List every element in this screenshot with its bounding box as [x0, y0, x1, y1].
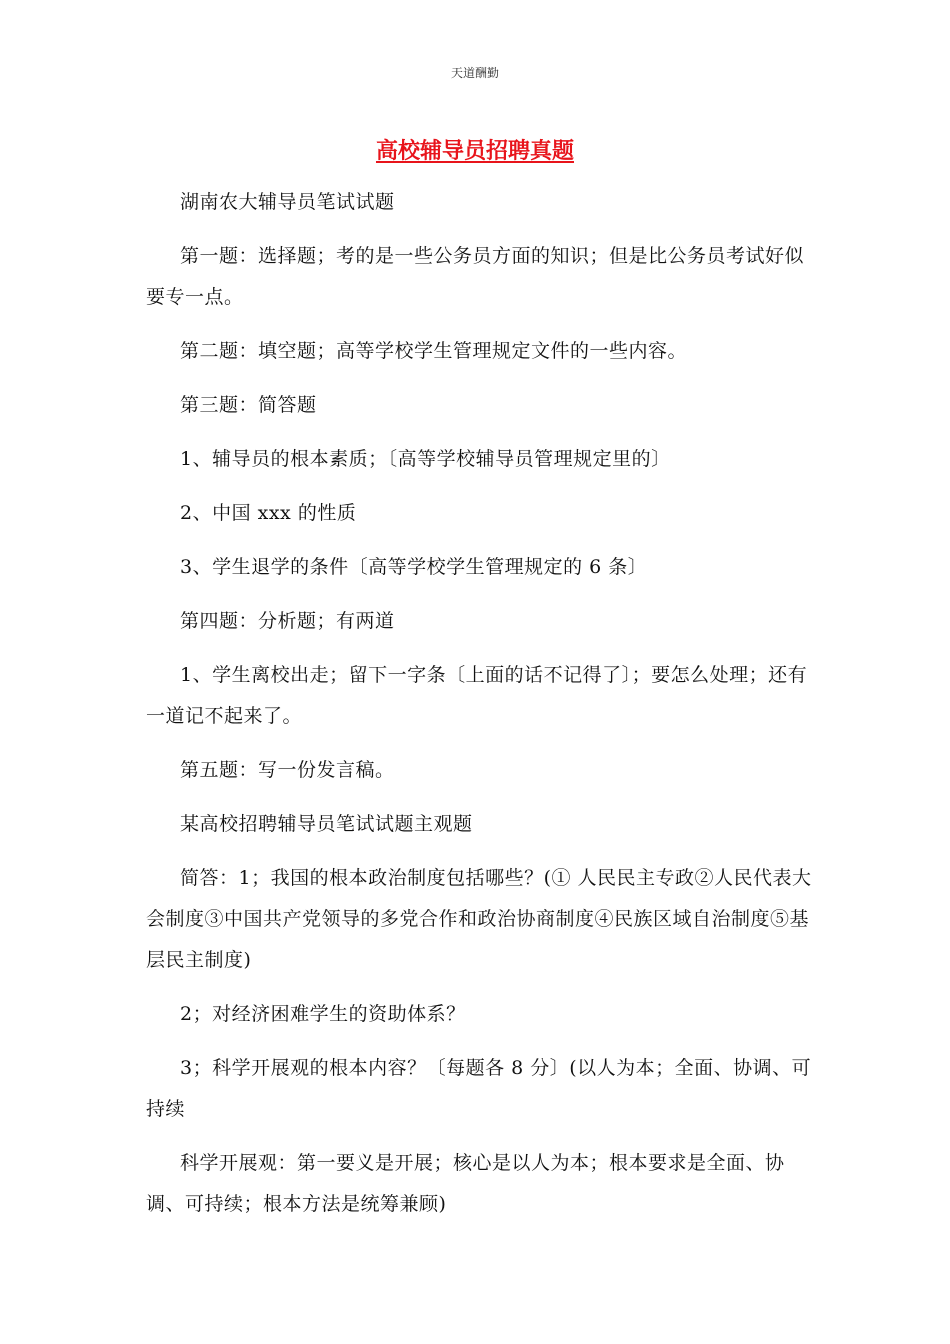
- paragraph-11: 某高校招聘辅导员笔试试题主观题: [180, 813, 473, 835]
- paragraph-4: 第三题：简答题: [180, 394, 317, 416]
- paragraph-8: 第四题：分析题；有两道: [180, 610, 395, 632]
- paragraph-10: 第五题：写一份发言稿。: [180, 759, 395, 781]
- paragraph-1: 湖南农大辅导员笔试试题: [180, 191, 395, 213]
- paragraph-2: 第一题：选择题；考的是一些公务员方面的知识；但是比公务员考试好似要专一点。: [146, 245, 805, 308]
- paragraph-14: 3；科学开展观的根本内容？〔每题各 8 分〕(以人为本；全面、协调、可持续: [146, 1057, 812, 1120]
- paragraph-7: 3、学生退学的条件〔高等学校学生管理规定的 6 条〕: [180, 556, 648, 578]
- paragraph-15: 科学开展观：第一要义是开展；核心是以人为本；根本要求是全面、协调、可持续；根本方法是统筹兼顾): [146, 1152, 785, 1215]
- paragraph-13: 2；对经济困难学生的资助体系？: [180, 1003, 466, 1025]
- page-header: 天道酬勤: [450, 66, 499, 80]
- paragraph-6: 2、中国 xxx 的性质: [180, 502, 357, 524]
- paragraph-12: 简答：1；我国的根本政治制度包括哪些？(① 人民民主专政②人民代表大会制度③中国共产党领导的多党合作和政治协商制度④民族区域自治制度⑤基层民主制度): [146, 867, 812, 971]
- document-title: 高校辅导员招聘真题: [375, 139, 574, 164]
- document-body: [146, 182, 814, 1238]
- paragraph-9: 1、学生离校出走；留下一字条〔上面的话不记得了〕；要怎么处理；还有一道记不起来了。: [146, 664, 808, 727]
- paragraph-3: 第二题：填空题；高等学校学生管理规定文件的一些内容。: [180, 340, 688, 362]
- paragraph-5: 1、辅导员的根本素质；〔高等学校辅导员管理规定里的〕: [180, 448, 671, 470]
